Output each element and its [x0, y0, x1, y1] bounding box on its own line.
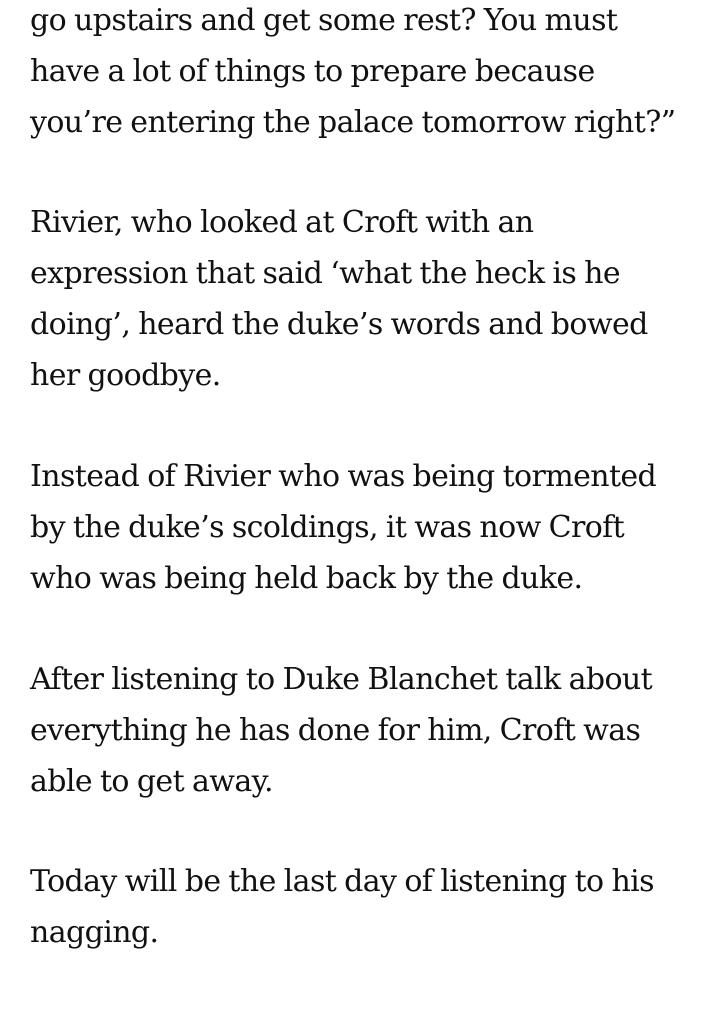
text-line: nagging. — [30, 915, 159, 950]
text-line: After listening to Duke Blanchet talk about — [30, 662, 653, 697]
paragraph-4 — [30, 654, 710, 807]
paragraph-1 — [30, 0, 710, 148]
text-line: have a lot of things to prepare because — [30, 54, 595, 89]
text-line: Rivier, who looked at Croft with an — [30, 205, 534, 240]
paragraph-3 — [30, 451, 710, 604]
text-line: expression that said ‘what the heck is he — [30, 256, 621, 291]
paragraph-5 — [30, 856, 710, 958]
text-line: Today will be the last day of listening to his — [30, 864, 654, 899]
text-line: doing’, heard the duke’s words and bowed — [30, 307, 648, 342]
text-line: go upstairs and get some rest? You must — [30, 3, 618, 38]
text-line: who was being held back by the duke. — [30, 561, 583, 596]
text-line: able to get away. — [30, 764, 273, 799]
text-line: Instead of Rivier who was being tormented — [30, 459, 657, 494]
paragraph-2 — [30, 197, 710, 401]
text-line: you’re entering the palace tomorrow right?” — [30, 105, 676, 140]
text-line: her goodbye. — [30, 358, 221, 393]
text-line: by the duke’s scoldings, it was now Croft — [30, 510, 625, 545]
text-line: everything he has done for him, Croft was — [30, 713, 641, 748]
